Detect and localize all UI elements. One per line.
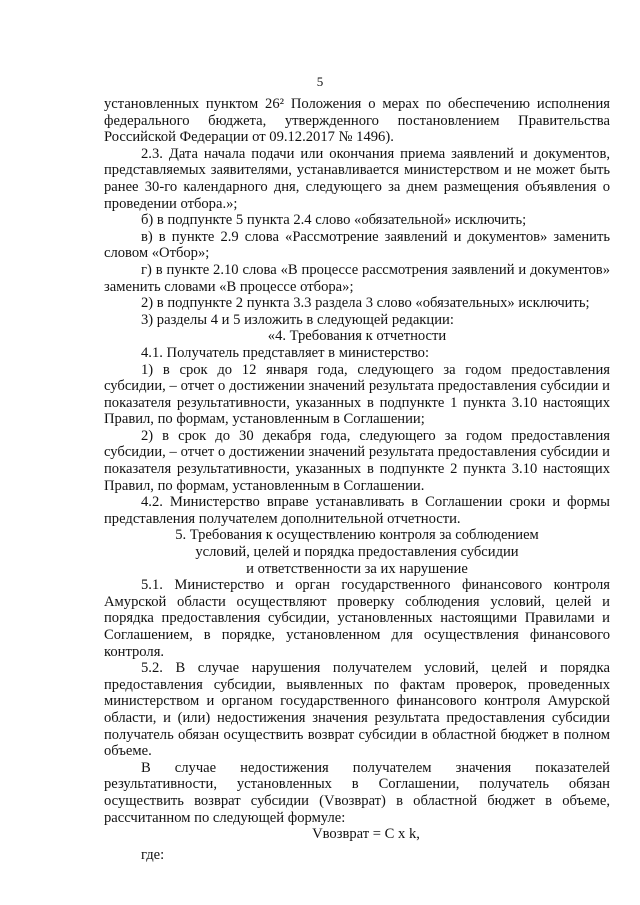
page-number: 5 (316, 74, 324, 89)
paragraph: 2) в подпункте 2 пункта 3.3 раздела 3 слово «обязательных» исключить; (141, 295, 590, 312)
paragraph: г) в пункте 2.10 слова «В процессе рассмотрения заявлений и документов» заменить словами «В процессе отбора»; (104, 261, 610, 295)
paragraph: 2.3. Дата начала подачи или окончания приема заявлений и документов, представляемых заявителями, устанавливается министерством и не может быть ранее 30-го календарного дня, следующего за днем размещения объявления о проведении отбора.»; (104, 145, 610, 212)
section-5-heading (104, 527, 610, 577)
formula-where-label: где: (141, 846, 165, 863)
document-body (104, 96, 610, 863)
paragraph: установленных пунктом 26² Положения о мерах по обеспечению исполнения федерального бюджета, утвержденного постановлением Правительства Российской Федерации от 09.12.2017 № 1496). (104, 96, 610, 146)
section-5-heading-line: 5. Требования к осуществлению контроля за соблюдением (175, 527, 539, 544)
paragraph: В случае недостижения получателем значения показателей результативности, установленных в Соглашении, получатель обязан осуществить возврат субсидии (Vвозврат) в областной бюджет в объеме, рассчитанном по следующей формуле: (104, 759, 610, 826)
paragraph: 5.2. В случае нарушения получателем условий, целей и порядка предоставления субсидии, выявленных по фактам проверок, проведенных министерством и органом государственного финансового контроля Амурской области, и (или) недостижения значения результата предоставления субсидии получатель обязан осуществить возврат субсидии в областной бюджет в полном объеме. (104, 660, 610, 760)
paragraph: 2) в срок до 30 декабря года, следующего за годом предоставления субсидии, – отчет о достижении значений результата предоставления субсидии и показателя результативности, указанных в подпункте 2 пункта 3.10 настоящих Правил, по формам, установленным в Соглашении. (104, 427, 610, 494)
section-4-heading: «4. Требования к отчетности (267, 328, 447, 345)
paragraph: 1) в срок до 12 января года, следующего за годом предоставления субсидии, – отчет о достижении значений результата предоставления субсидии и показателя результативности, указанных в подпункте 1 пункта 3.10 настоящих Правил, по формам, установленным в Соглашении; (104, 361, 610, 428)
section-5-heading-line: условий, целей и порядка предоставления субсидии (195, 544, 519, 561)
paragraph: в) в пункте 2.9 слова «Рассмотрение заявлений и документов» заменить словом «Отбор»; (104, 228, 610, 262)
paragraph: 5.1. Министерство и орган государственного финансового контроля Амурской области осуществляют проверку соблюдения условий, целей и порядка предоставления субсидии, установленных настоящими Правилами и Соглашением, в порядке, установленном для осуществления финансового контроля. (104, 577, 610, 660)
paragraph: 4.1. Получатель представляет в министерство: (141, 344, 429, 361)
paragraph: б) в подпункте 5 пункта 2.4 слово «обязательной» исключить; (141, 212, 527, 229)
paragraph: 3) разделы 4 и 5 изложить в следующей редакции: (141, 311, 454, 328)
formula: Vвозврат = C x k, (312, 826, 420, 843)
paragraph: 4.2. Министерство вправе устанавливать в Соглашении сроки и формы представления получателем дополнительной отчетности. (104, 494, 610, 527)
section-5-heading-line: и ответственности за их нарушение (246, 560, 468, 577)
